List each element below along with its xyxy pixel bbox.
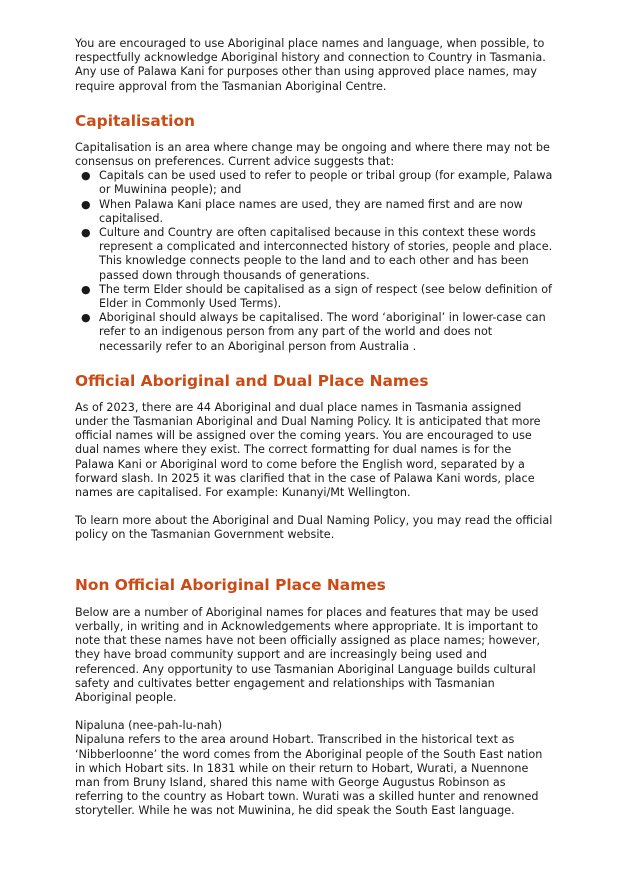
list-item (75, 311, 553, 354)
official-names-paragraph: As of 2023, there are 44 Aboriginal and dual place names in Tasmania assigned under the Tasmanian Aboriginal and Dual Naming Policy. It is anticipated that more official names will be assigned over the coming years. You are encouraged to use dual names where they exist. The correct formatting for dual names is for the Palawa Kani or Aboriginal word to come before the English word, separated by a forward slash. In 2025 it was clarified that in the case of Palawa Kani words, place names are capitalised. For example: Kunanyi/Mt Wellington. (75, 400, 541, 500)
non-official-names-paragraph: Below are a number of Aboriginal names for places and features that may be used verbally, in writing and in Acknowledgements where appropriate. It is important to note that these names have not been officially assigned as place names; however, they have broad community support and are increasingly being used and referenced. Any opportunity to use Tasmanian Aboriginal Language builds cultural safety and cultivates better engagement and relationships with Tasmanian Aboriginal people. (75, 605, 541, 704)
official-names-heading: Official Aboriginal and Dual Place Names (75, 371, 429, 390)
document-body (75, 37, 553, 819)
list-item-text: The term Elder should be capitalised as a sign of respect (see below definition of Elder in Commonly Used Terms). (99, 282, 552, 311)
bullet-icon: ● (81, 311, 91, 325)
list-item (75, 198, 553, 226)
intro-paragraph: You are encouraged to use Aboriginal place names and language, when possible, to respectfully acknowledge Aboriginal history and connection to Country in Tasmania. Any use of Palawa Kani for purposes other than using approved place names, may require approval from the Tasmanian Aboriginal Centre. (75, 37, 546, 93)
bullet-icon: ● (81, 226, 91, 240)
list-item-text: Culture and Country are often capitalised because in this context these words represent a complicated and interconnected history of stories, people and place. This knowledge connects people to the land and to each other and has been passed down through thousands of generations. (99, 226, 553, 282)
place-name-description: Nipaluna refers to the area around Hobart. Transcribed in the historical text as ‘Nibberloonne’ the word comes from the Aboriginal people of the South East nation in which Hobart sits. In 1831 while on their return to Hobart, Wurati, a Nuennone man from Bruny Island, shared this name with George Augustus Robinson as referring to the country as Hobart town. Wurati was a skilled hunter and renowned storyteller. While he was not Muwinina, he did speak the South East language. (75, 733, 543, 818)
tasmanian-government-website-link[interactable]: Tasmanian Government website (150, 528, 331, 542)
place-name-title: Nipaluna (nee-pah-lu-nah) (75, 719, 223, 733)
bullet-icon: ● (81, 197, 91, 211)
policy-text-suffix: . (330, 528, 335, 542)
capitalisation-list (75, 169, 553, 354)
list-item (75, 169, 553, 197)
list-item-text: Aboriginal should always be capitalised. The word ‘aboriginal’ in lower-case can refer to an indigenous person from any part of the world and does not necessarily refer to an Aboriginal person from Australia . (99, 311, 546, 353)
list-item-text: Capitals can be used used to refer to people or tribal group (for example, Palawa or Muwinina people); and (99, 169, 553, 197)
list-item-text: When Palawa Kani place names are used, they are named first and are now capitalised. (99, 197, 523, 225)
capitalisation-heading: Capitalisation (75, 111, 195, 130)
bullet-icon: ● (81, 282, 91, 296)
list-item (75, 283, 553, 311)
non-official-names-heading: Non Official Aboriginal Place Names (75, 575, 386, 594)
bullet-icon: ● (81, 169, 91, 183)
policy-paragraph (75, 514, 553, 542)
capitalisation-lead: Capitalisation is an area where change may be ongoing and where there may not be consensus on preferences. Current advice suggests that: (75, 140, 550, 169)
list-item (75, 226, 553, 283)
policy-text-prefix: To learn more about the Aboriginal and Dual Naming Policy, you may read the official policy on the (75, 514, 553, 542)
